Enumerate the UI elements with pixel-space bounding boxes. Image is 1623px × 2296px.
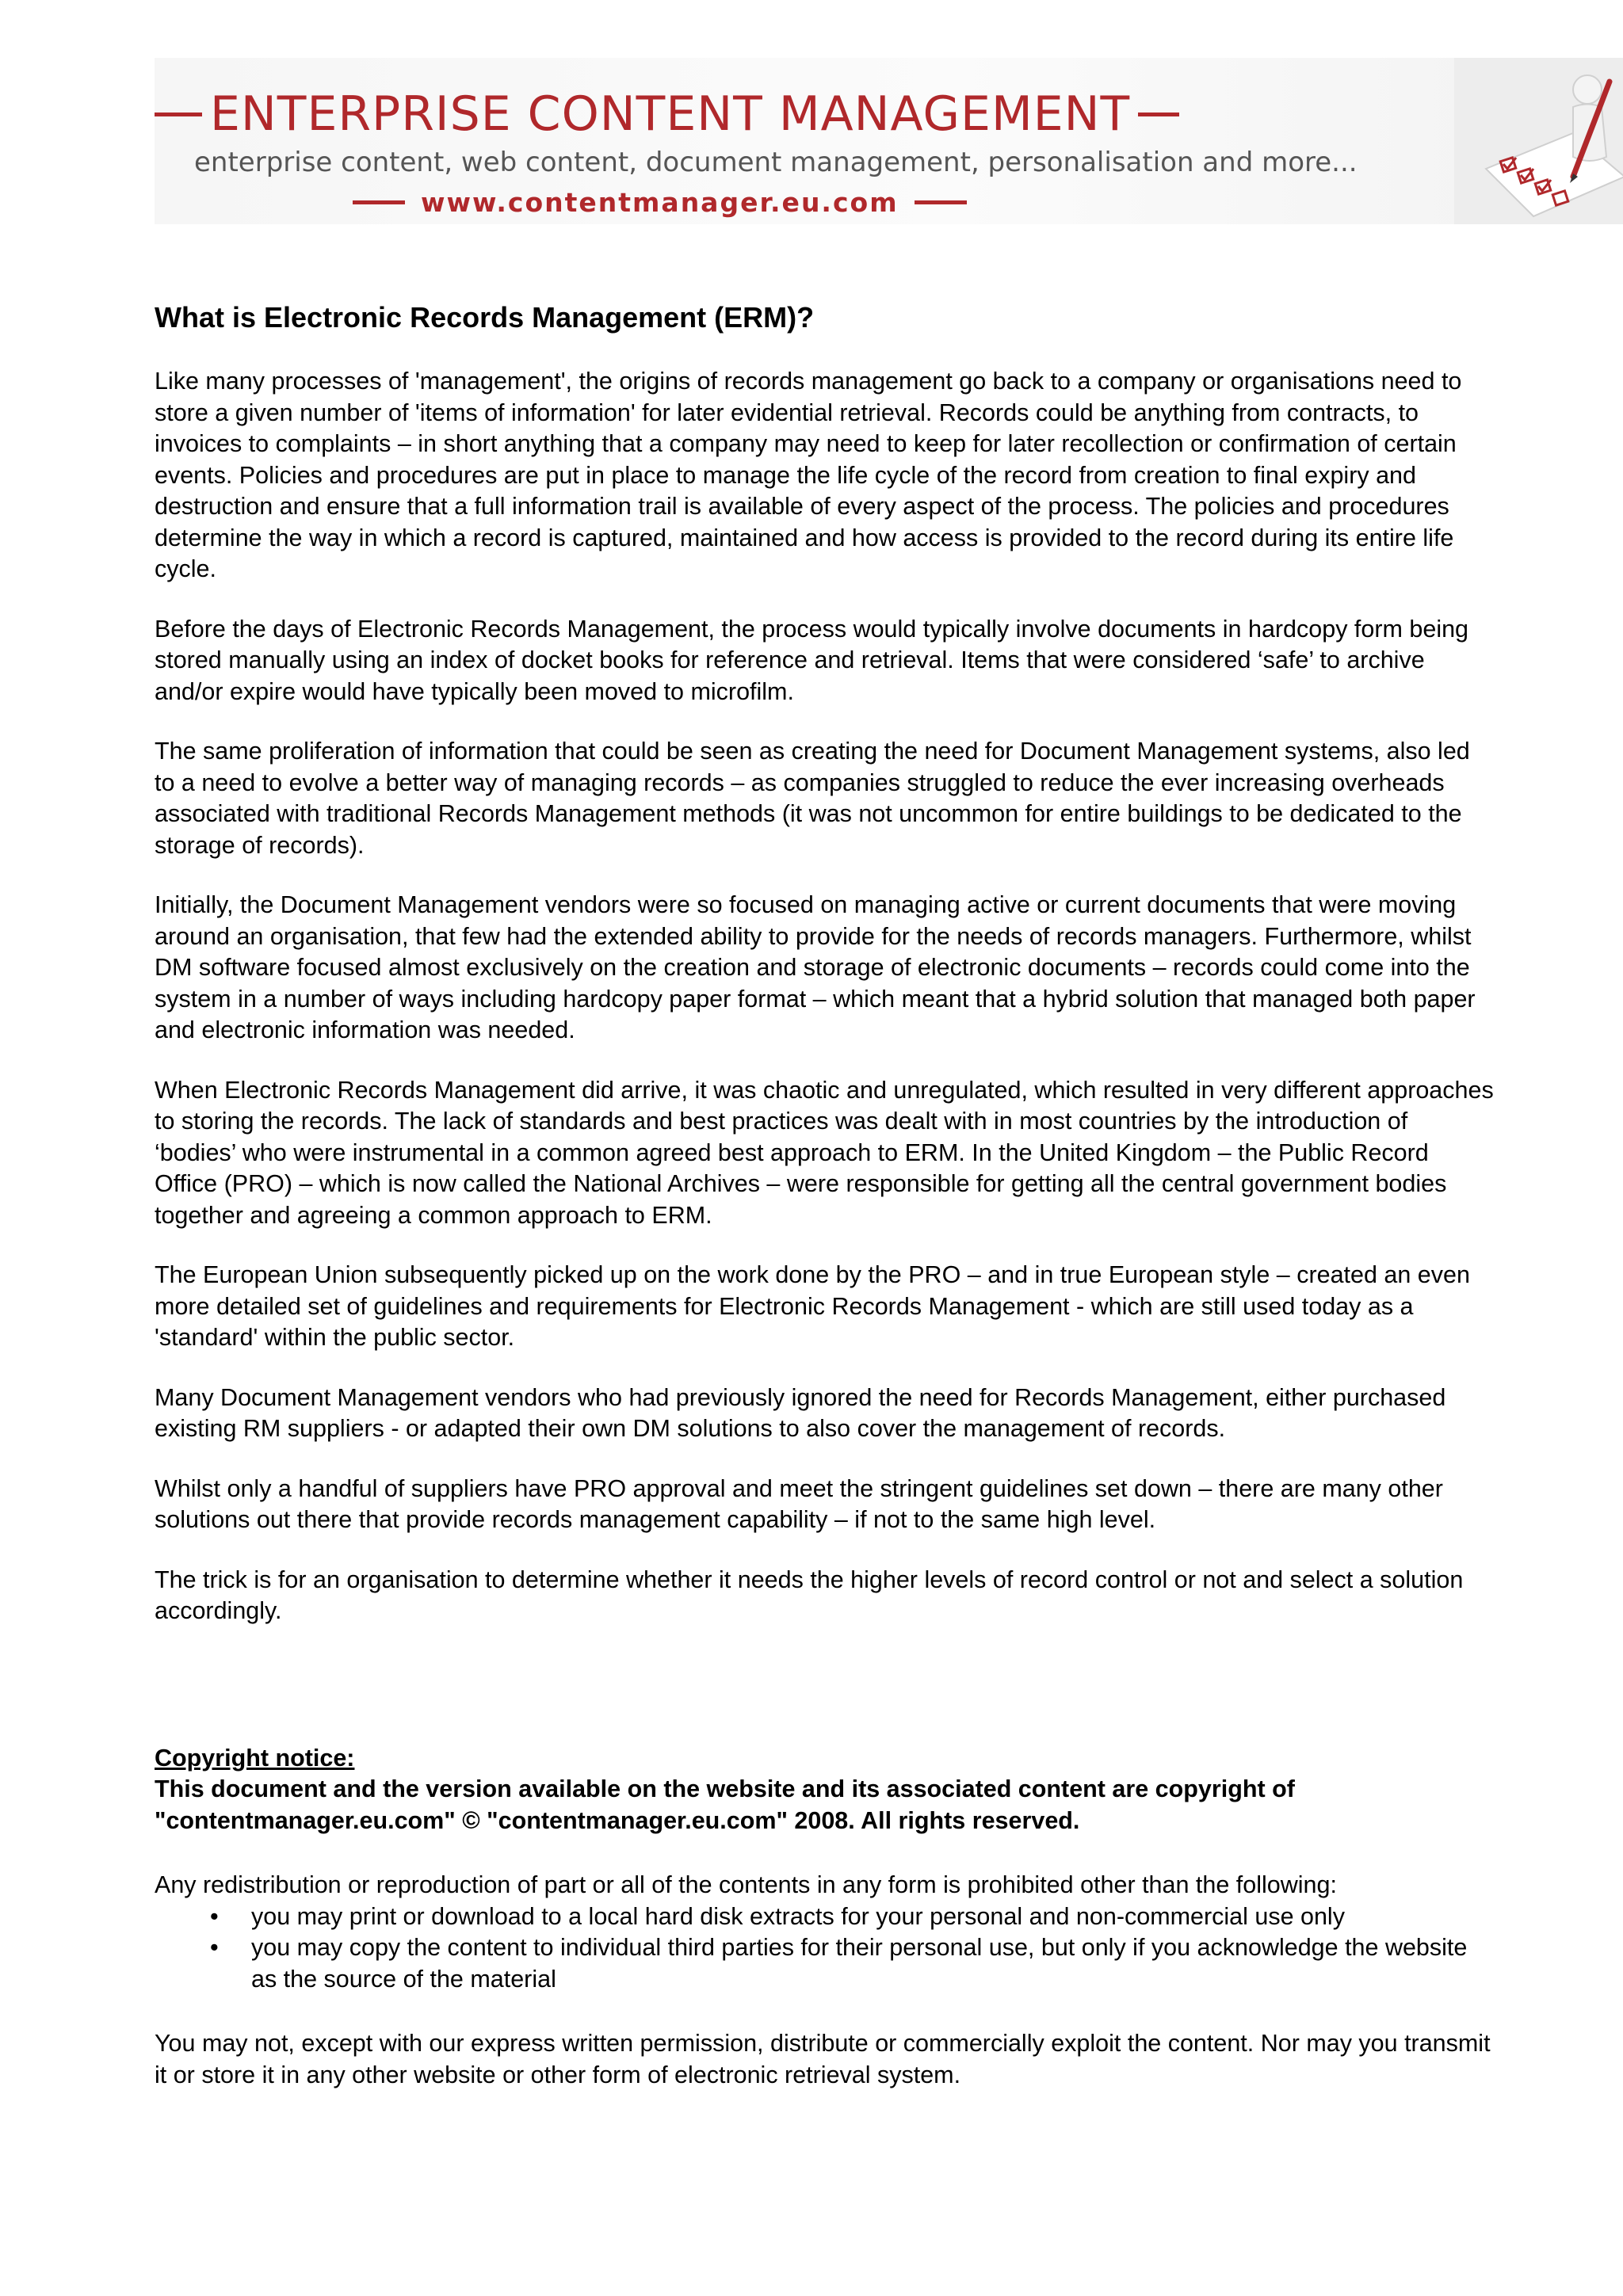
paragraph-european-union: The European Union subsequently picked up on the work done by the PRO – and in true European style – created an even more detailed set of guidelines and requirements for Electronic Records Management - which are still used today as a 'standard' within the public sector. bbox=[155, 1261, 1470, 1351]
banner-tagline: enterprise content, web content, document management, personalisation and more... bbox=[194, 147, 1358, 178]
url-left-rule bbox=[353, 200, 405, 204]
banner-url-row bbox=[353, 185, 967, 219]
title-right-rule bbox=[1138, 113, 1179, 116]
paragraph-the-trick: The trick is for an organisation to determine whether it needs the higher levels of record control or not and select a solution accordingly. bbox=[155, 1566, 1464, 1624]
bullet-text: you may print or download to a local hard disk extracts for your personal and non-commercial use only bbox=[251, 1902, 1345, 1930]
bullet-text: you may copy the content to individual third parties for their personal use, but only if you acknowledge the website as the source of the material bbox=[251, 1934, 1468, 1993]
copyright-statement: This document and the version available on the website and its associated content are copyright of "contentmanager.eu.com" © "contentmanager.eu.com" 2008. All rights reserved. bbox=[155, 1775, 1295, 1834]
copyright-heading: Copyright notice: bbox=[155, 1744, 355, 1772]
list-item bbox=[155, 1901, 1494, 1933]
copyright-intro: Any redistribution or reproduction of part or all of the contents in any form is prohibited other than the following: bbox=[155, 1871, 1337, 1898]
banner-title-row bbox=[155, 86, 1201, 142]
article-heading: What is Electronic Records Management (ERM)? bbox=[155, 301, 815, 334]
bullet-icon: • bbox=[210, 1902, 219, 1930]
paragraph-dm-vendors: Initially, the Document Management vendors were so focused on managing active or current documents that were moving around an organisation, that few had the extended ability to provide for the needs of records managers. Furthermore, whilst DM software focused almost exclusively on the creation and storage of electronic documents – records could come into the system in a number of ways including hardcopy paper format – which meant that a hybrid solution that managed both paper and electronic information was needed. bbox=[155, 891, 1476, 1043]
title-left-rule bbox=[155, 113, 202, 116]
paragraph-erm-arrival: When Electronic Records Management did arrive, it was chaotic and unregulated, which resulted in very different approaches to storing the records. The lack of standards and best practices was dealt with in most countries by the introduction of ‘bodies’ who were instrumental in a common agreed best approach to ERM. In the United Kingdom – the Public Record Office (PRO) – which is now called the National Archives – were responsible for getting all the central government bodies together and agreeing a common approach to ERM. bbox=[155, 1076, 1494, 1229]
header-banner bbox=[155, 58, 1490, 224]
article-body bbox=[155, 301, 1494, 2119]
checklist-figure-icon bbox=[1454, 58, 1623, 224]
paragraph-origins: Like many processes of 'management', the origins of records management go back to a company or organisations need to store a given number of 'items of information' for later evidential retrieval. Records could be anything from contracts, to invoices to complaints – in short anything that a company may need to keep for later recollection or confirmation of certain events. Policies and procedures are put in place to manage the life cycle of the record from creation to final expiry and destruction and ensure that a full information trail is available of every aspect of the process. The policies and procedures determine the way in which a record is captured, maintained and how access is provided to the record during its entire life cycle. bbox=[155, 368, 1462, 582]
copyright-bullet-list bbox=[155, 1901, 1494, 1996]
bullet-icon: • bbox=[210, 1934, 219, 1961]
url-right-rule bbox=[915, 200, 967, 204]
paragraph-proliferation: The same proliferation of information that could be seen as creating the need for Document Management systems, also led to a need to evolve a better way of managing records – as companies struggled to reduce the ever increasing overheads associated with traditional Records Management methods (it was not uncommon for entire buildings to be dedicated to the storage of records). bbox=[155, 738, 1470, 859]
banner-title: ENTERPRISE CONTENT MANAGEMENT bbox=[210, 86, 1131, 142]
checklist-figure-logo bbox=[1454, 58, 1623, 224]
banner-url-link[interactable]: www.contentmanager.eu.com bbox=[421, 186, 899, 218]
paragraph-before-erm: Before the days of Electronic Records Management, the process would typically involve documents in hardcopy form being stored manually using an index of docket books for reference and retrieval. Items that were considered ‘safe’ to archive and/or expire would have typically been moved to microfilm. bbox=[155, 615, 1469, 705]
paragraph-dm-vendors-rm: Many Document Management vendors who had previously ignored the need for Records Management, either purchased existing RM suppliers - or adapted their own DM solutions to also cover the management of records. bbox=[155, 1383, 1446, 1442]
copyright-closing: You may not, except with our express written permission, distribute or commercially exploit the content. Nor may you transmit it or store it in any other website or other form of electronic retrieval system. bbox=[155, 2030, 1491, 2088]
paragraph-pro-approval: Whilst only a handful of suppliers have PRO approval and meet the stringent guidelines set down – there are many other solutions out there that provide records management capability – if not to the same high level. bbox=[155, 1474, 1443, 1533]
list-item bbox=[155, 1932, 1494, 1995]
